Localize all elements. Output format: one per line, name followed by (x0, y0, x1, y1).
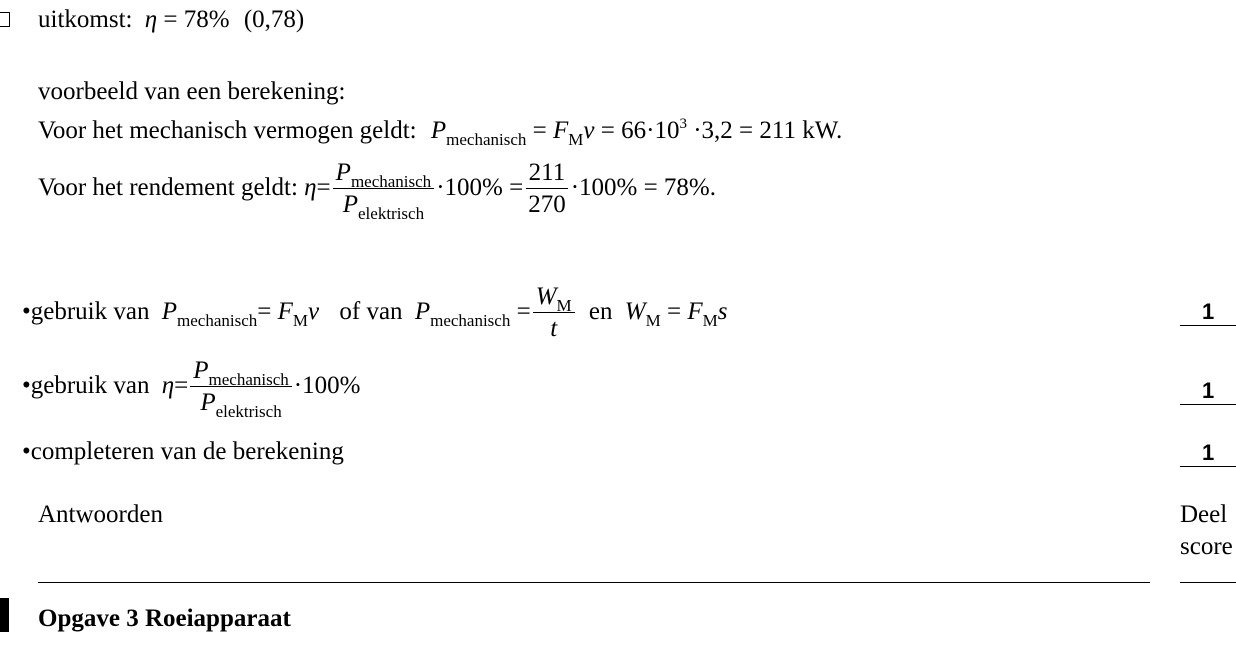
score-label: score (1180, 533, 1233, 560)
score-line-1 (1180, 325, 1236, 326)
outcome-value: 78% (183, 6, 230, 33)
criterion-3-text: completeren van de berekening (30, 438, 344, 465)
m-subscript: M (568, 130, 584, 149)
criterion-1-prefix: gebruik van (30, 297, 150, 325)
divider-main (38, 582, 1150, 583)
criterion-3: •completeren van de berekening (22, 438, 344, 465)
example-line-2: Voor het rendement geldt: η= $\frac{P_{mechanisch}}{P_{elektrisch}}$ ·100% = $\frac{211}{270}$ ·100% = 78%. (38, 159, 717, 224)
criterion-2: •gebruik van η= $\frac{P_{mechanisch}}{P_{elektrisch}}$ ·100% (22, 357, 361, 422)
line2-mid: ·100% = (436, 173, 524, 201)
line2-end: ·100% = 78%. (570, 173, 717, 201)
eta-symbol: η (144, 6, 158, 33)
deel-label: Deel (1180, 501, 1228, 528)
v-symbol: v (583, 117, 595, 144)
example-line-1: Voor het mechanisch vermogen geldt: $P_{mechanisch} = F_Mv = 66\cdot 10^3 \cdot 3,2 = 211$ kW. (38, 116, 843, 149)
line2-text: Voor het rendement geldt: (38, 173, 298, 201)
equals-sign: = (163, 6, 178, 33)
numeric-fraction: $\frac{211}{270}$ (525, 160, 569, 219)
score-line-3 (1180, 466, 1236, 467)
line1-exponent: 3 (679, 116, 687, 132)
outcome-alt: (0,78) (243, 6, 305, 33)
line1-calc-b: ·3,2 = 211 kW. (693, 117, 843, 144)
score-1: 1 (1202, 299, 1215, 324)
criterion-2-prefix: gebruik van (30, 371, 150, 399)
score-2: 1 (1202, 378, 1215, 403)
outcome-line (38, 6, 304, 34)
score-3: 1 (1202, 440, 1215, 465)
checkbox-icon (0, 12, 10, 27)
score-line-2 (1180, 404, 1236, 405)
answers-label: Antwoorden (38, 501, 163, 528)
p-symbol: P (430, 117, 447, 144)
section-marker-icon (0, 598, 9, 632)
example-intro: voorbeeld van een berekening: (38, 78, 346, 105)
criterion-1-en: en (588, 297, 613, 325)
eta-symbol: η (304, 173, 317, 201)
criterion-2-suffix: ·100% (293, 371, 361, 399)
criterion-1: •gebruik van $P_{mechanisch}= F_Mv$ of van $P_{mechanisch}$ = $\frac{W_M}{t}$ en $W_M = F_Ms$ (22, 283, 728, 343)
mech-subscript: mechanisch (446, 130, 527, 149)
divider-score (1180, 582, 1236, 583)
line1-calc-a: = 66·10 (600, 117, 680, 144)
section-title: Opgave 3 Roeiapparaat (38, 605, 291, 632)
criterion-1-or: of van (339, 297, 403, 325)
efficiency-fraction: $\frac{P_{mechanisch}}{P_{elektrisch}}$ (333, 160, 435, 219)
work-over-time-fraction: $\frac{W_M}{t}$ (533, 284, 575, 343)
criterion-2-fraction: $\frac{P_{mechanisch}}{P_{elektrisch}}$ (190, 358, 292, 417)
line1-text: Voor het mechanisch vermogen geldt: (38, 117, 417, 144)
outcome-label: uitkomst: (38, 6, 133, 33)
f-symbol: F (553, 117, 569, 144)
